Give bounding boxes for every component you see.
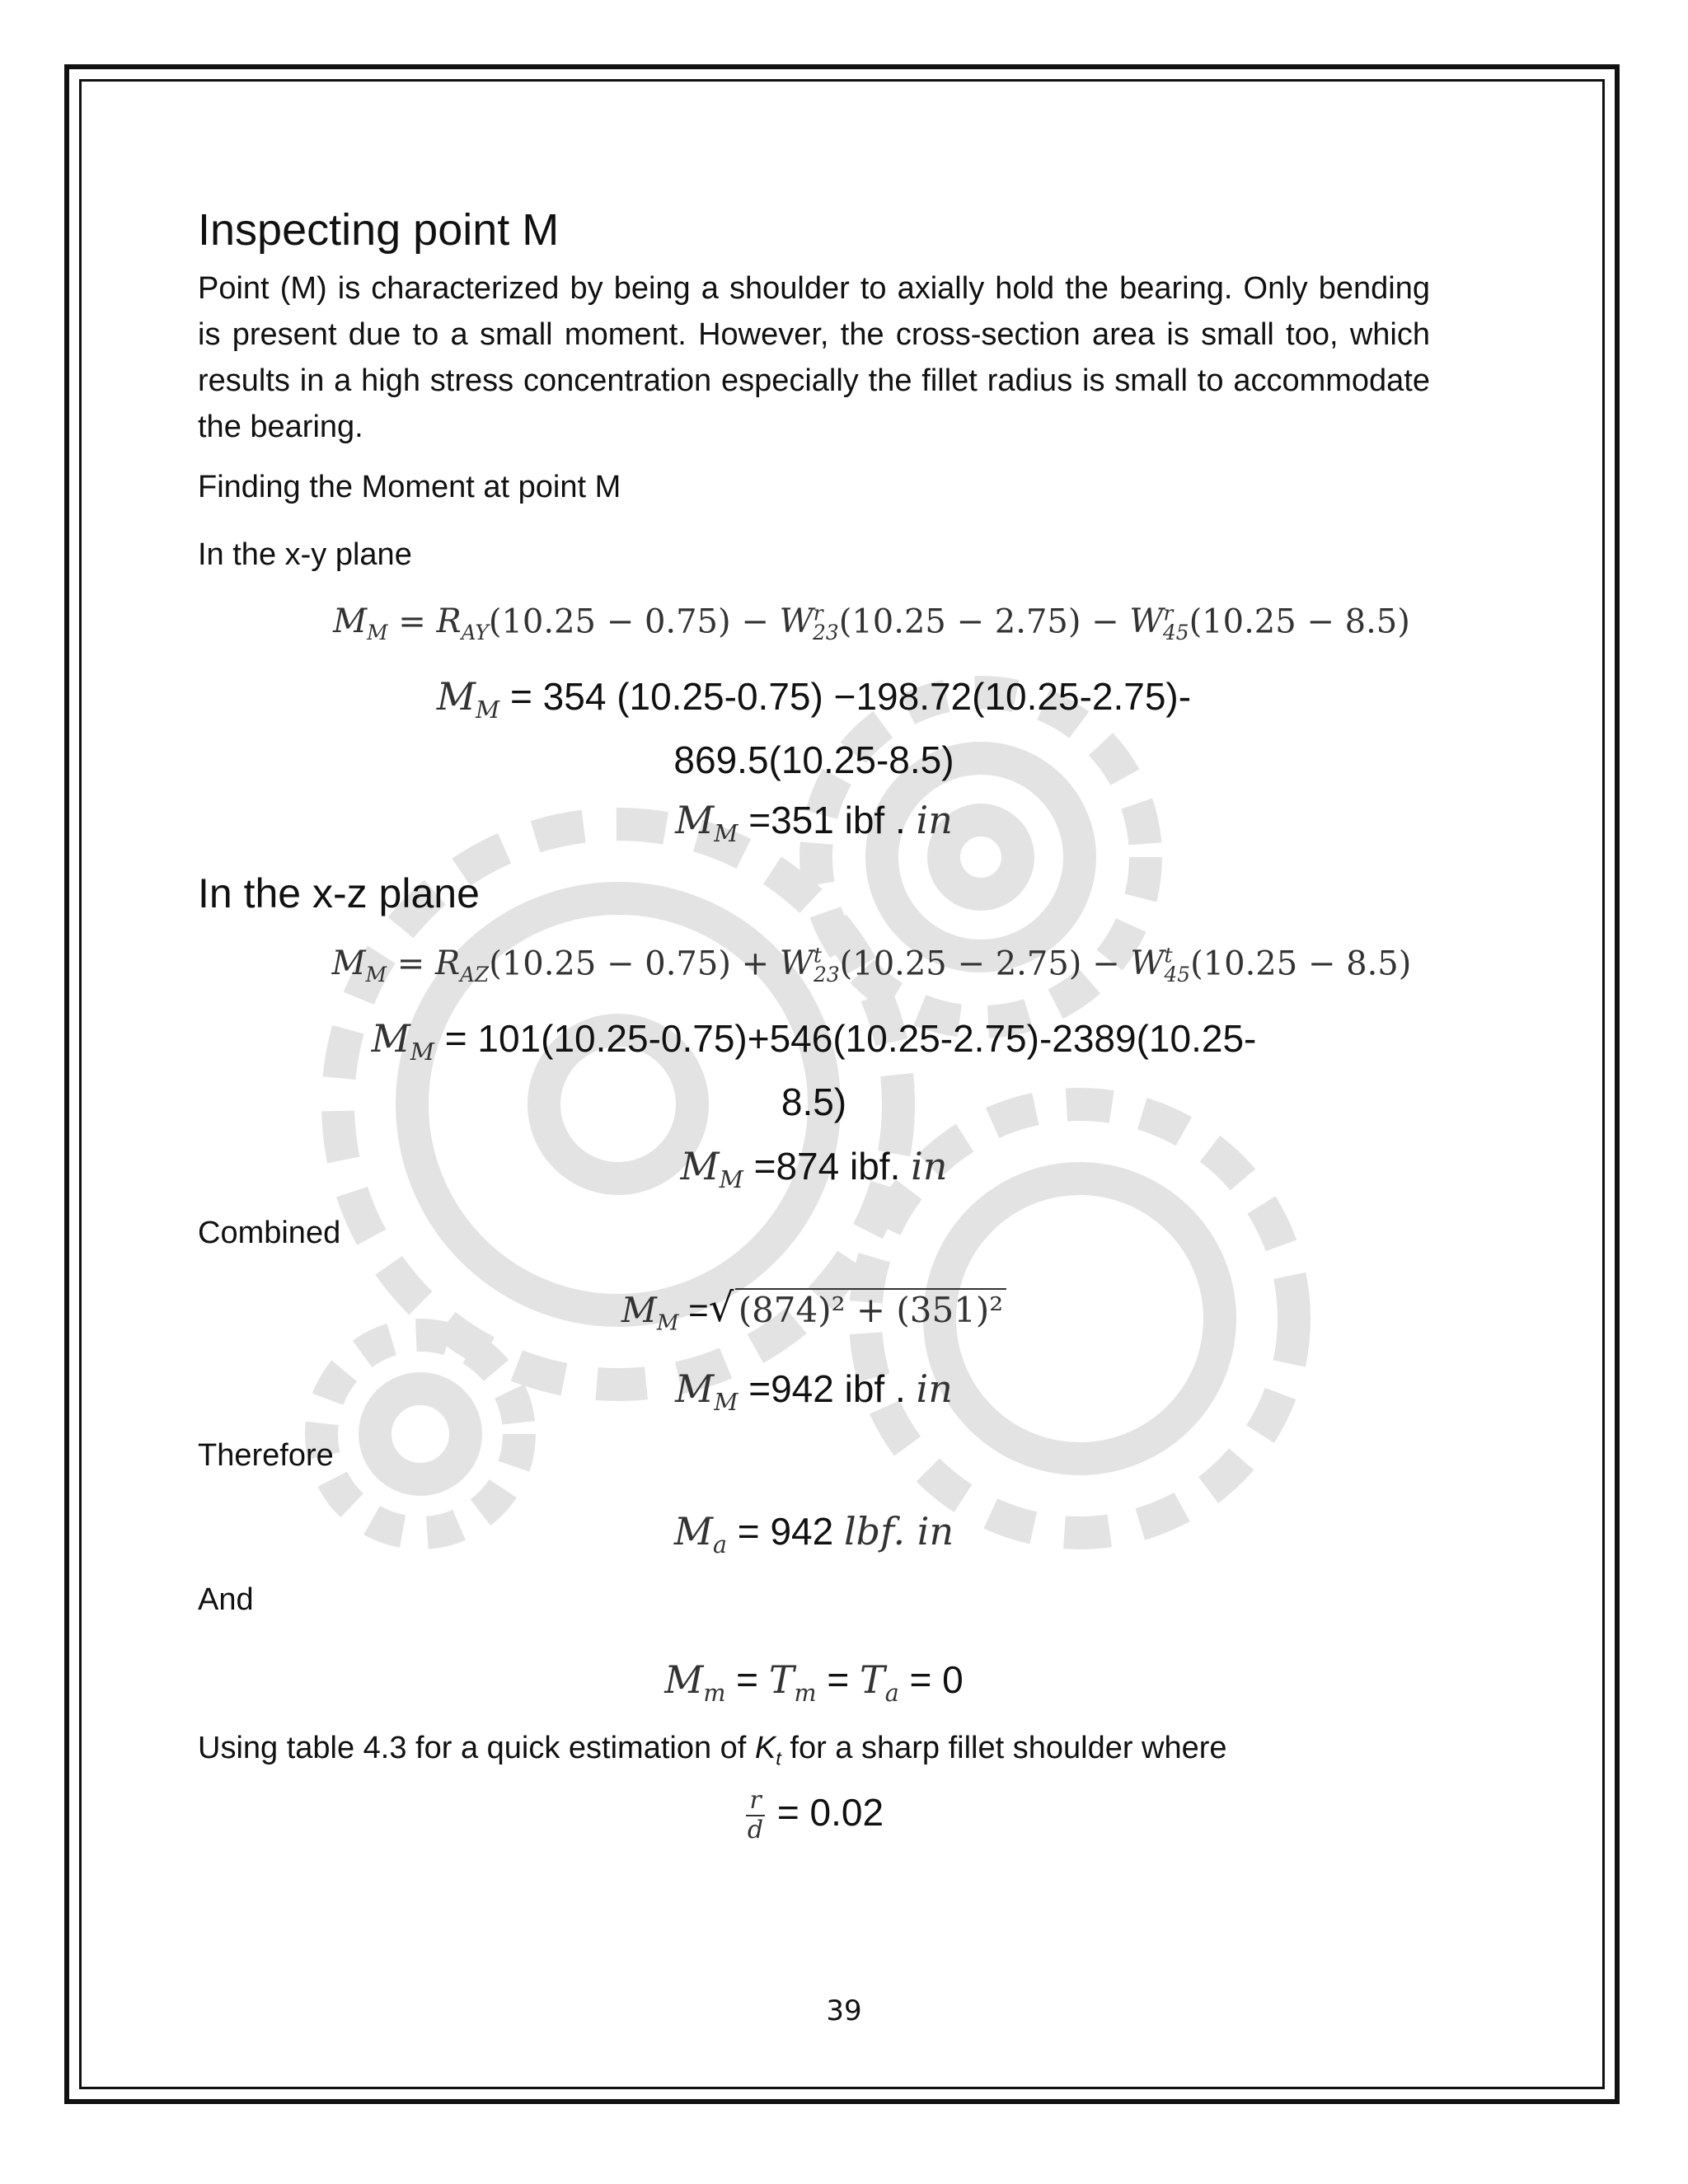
xz-substitution: $M_M = 101(10.25-0.75)+546(10.25-2.75)-2389(10.25-$ 8.5) <box>198 1014 1430 1127</box>
finding-label: Finding the Moment at point M <box>198 470 621 504</box>
kt-symbol: $K_t$ <box>754 1731 781 1769</box>
xy-result-unit-math: in <box>916 798 953 842</box>
xy-substitution-line2: 869.5(10.25-8.5) <box>673 738 954 782</box>
combined-result-unit: ibf <box>844 1367 885 1410</box>
table-note: Using table 4.3 for a quick estimation of $K_t$ for a sharp fillet shoulder where <box>198 1731 1227 1769</box>
and-label: And <box>198 1582 254 1617</box>
sqrt-expression: √ (874)² + (351)² <box>709 1290 1006 1330</box>
r-over-d-fraction: $\frac{r}{d}$ <box>747 1786 764 1844</box>
xy-plane-label: In the x-y plane <box>198 537 412 572</box>
xz-substitution-line2: 8.5) <box>781 1080 847 1124</box>
zero-equation: $M_m = T_m = T_a = 0$ <box>664 1657 964 1708</box>
xz-formula: $M_M = R_{AZ}(10.25 - 0.75) + W^t_{23}(10.25 - 2.75) - W^t_{45}(10.25 - 8.5)$ <box>331 944 1412 987</box>
xy-substitution-line1: 354 (10.25-0.75) −198.72(10.25-2.75)- <box>542 675 1192 718</box>
alternating-moment-unit: lbf. in <box>843 1509 954 1554</box>
xz-result-unit-math: in <box>911 1144 948 1188</box>
xy-result: $M_M =351$ ibf . in <box>675 798 953 848</box>
section-heading: Inspecting point M <box>198 205 560 255</box>
xy-substitution: $M_M = 354$ (10.25-0.75) −198.72(10.25-2.75)- 869.5(10.25-8.5) <box>198 672 1430 785</box>
xz-plane-label: In the x-z plane <box>198 870 480 916</box>
xy-result-unit: ibf <box>844 799 885 841</box>
combined-result-unit-math: in <box>916 1366 953 1411</box>
intro-paragraph: Point (M) is characterized by being a shoulder to axially hold the bearing. Only bending is present due to a small moment. However, the cross-section area is small too, which results in a high stress concentration especially the fillet radius is small to accommodate the bearing. <box>198 271 1430 444</box>
therefore-label: Therefore <box>198 1438 334 1473</box>
combined-formula: $M_M$ = √ (874)² + (351)² <box>198 1290 1430 1335</box>
combined-label: Combined <box>198 1216 341 1250</box>
zero-value: 0 <box>942 1658 964 1701</box>
xy-result-value: 351 <box>771 799 834 841</box>
combined-result-value: 942 <box>771 1367 834 1410</box>
alternating-moment: $M_a = 942$ lbf. in <box>673 1509 954 1559</box>
xz-result-unit: ibf. <box>850 1145 901 1188</box>
xy-formula: $M_M = R_{AY}(10.25 - 0.75) - W^r_{23}(10.25 - 2.75) - W^r_{45}(10.25 - 8.5)$ <box>333 602 1410 645</box>
alternating-moment-value: 942 <box>770 1510 834 1553</box>
xz-substitution-line1: 101(10.25-0.75)+546(10.25-2.75)-2389(10.25- <box>477 1017 1257 1060</box>
ratio-value: = 0.02 <box>776 1791 884 1835</box>
combined-result: $M_M =942$ ibf . in <box>675 1366 953 1417</box>
ratio-equation <box>198 1787 1430 1844</box>
xz-result-value: 874 <box>776 1145 840 1188</box>
page-number: 39 <box>826 1994 862 2027</box>
xz-result: $M_M =874$ ibf. in <box>680 1144 948 1194</box>
